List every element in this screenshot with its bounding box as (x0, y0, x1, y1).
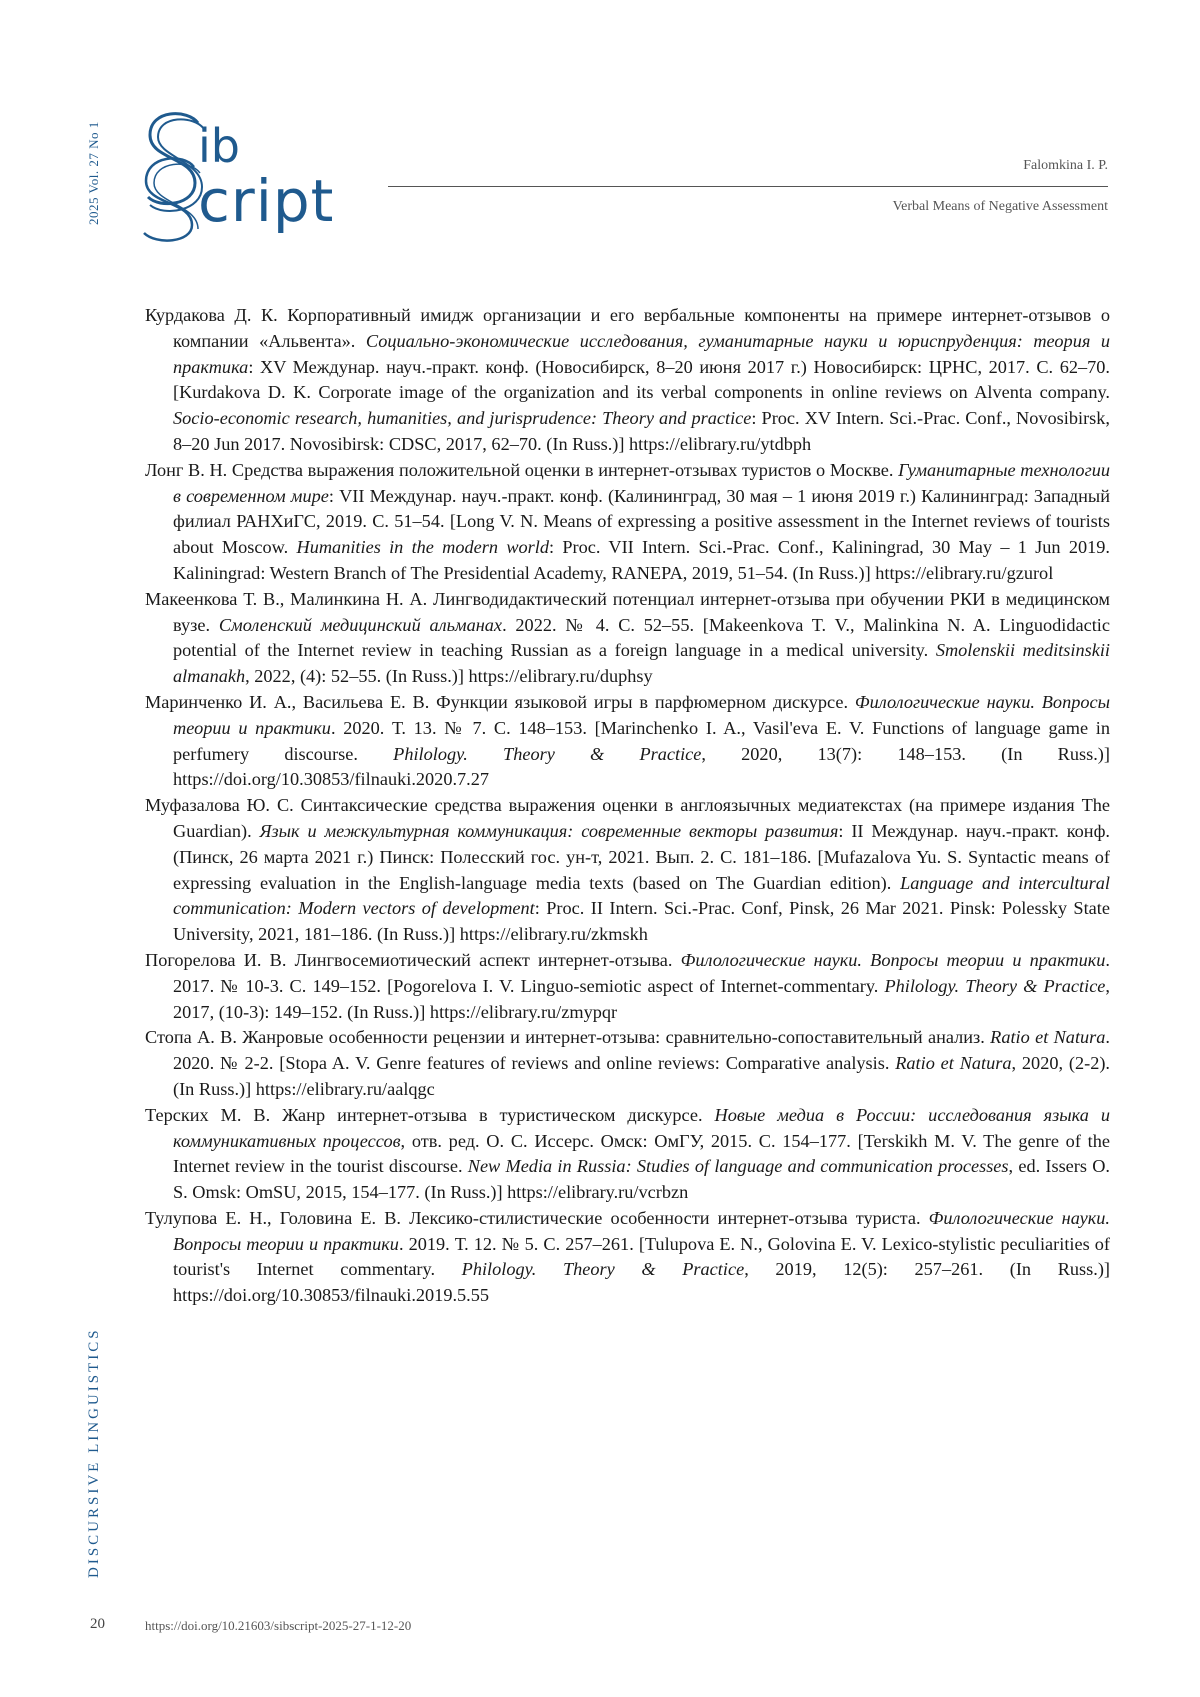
logo-cript-text: cript (198, 167, 335, 235)
references-list (145, 303, 1110, 1309)
reference-text: Макеенкова Т. В., Малинкина Н. А. Лингводидактический потенциал интернет-отзыва при обучении РКИ в медицинском вузе. (145, 588, 1110, 635)
reference-source-title: Филологические науки. Вопросы теории и практики (173, 1207, 1110, 1254)
reference-text: : Proc. XV Intern. Sci.-Prac. Conf., Novosibirsk, 8–20 Jun 2017. Novosibirsk: CDSC, 2017, 62–70. (In Russ.)] https://elibrary.ru/ytdbph (173, 408, 1110, 454)
header-divider (388, 186, 1108, 187)
logo-ib-text: ib (198, 119, 240, 173)
reference-text: Погорелова И. В. Лингвосемиотический аспект интернет-отзыва. (145, 949, 681, 970)
reference-item (145, 1025, 1110, 1102)
reference-text: , ed. Issers O. S. Omsk: OmSU, 2015, 154–177. (In Russ.)] https://elibrary.ru/vcrbzn (173, 1156, 1110, 1203)
reference-text: , 2020, 13(7): 148–153. (In Russ.)] https://doi.org/10.30853/filnauki.2020.7.27 (173, 743, 1110, 790)
reference-text: , 2019, 12(5): 257–261. (In Russ.)] https://doi.org/10.30853/filnauki.2019.5.55 (173, 1259, 1110, 1306)
reference-source-title: Ratio et Natura (990, 1027, 1106, 1048)
reference-item (145, 1206, 1110, 1309)
reference-text: , 2022, (4): 52–55. (In Russ.)] https://elibrary.ru/duphsy (245, 666, 653, 687)
reference-source-title: Ratio et Natura (895, 1053, 1012, 1074)
reference-text: , 2020, (2-2). (In Russ.)] https://elibrary.ru/aalqgc (173, 1053, 1110, 1099)
reference-source-title: Гуманитарные технологии в современном мире (173, 459, 1110, 506)
reference-source-title: Филологические науки. Вопросы теории и практики (173, 691, 1110, 738)
section-label: DISCURSIVE LINGUISTICS (86, 1327, 102, 1578)
reference-source-title: Language and intercultural communication: Modern vectors of development (173, 872, 1110, 919)
reference-item (145, 690, 1110, 793)
footer-doi: https://doi.org/10.21603/sibscript-2025-27-1-12-20 (145, 1618, 412, 1633)
reference-text: Тулупова Е. Н., Головина Е. В. Лексико-стилистические особенности интернет-отзыва туриста. (145, 1207, 929, 1228)
reference-text: : Proc. VII Intern. Sci.-Prac. Conf., Kaliningrad, 30 May – 1 Jun 2019. Kaliningrad: Western Branch of The Presidential Academy, RANEPA, 2019, 51–54. (In Russ.)] https://elibrary.ru/gzurol (173, 537, 1110, 583)
reference-item (145, 587, 1110, 690)
reference-text: . 2022. № 4. С. 52–55. [Makeenkova T. V., Malinkina N. A. Linguodidactic potential of the Internet review in teaching Russian as a foreign language in a medical university. (173, 614, 1110, 661)
reference-text: : XV Междунар. науч.-практ. конф. (Новосибирск, 8–20 июня 2017 г.) Новосибирск: ЦРНС, 2017. С. 62–70. [Kurdakova D. K. Corporate image of the organization and its verbal components in online reviews on Alventa company. (173, 356, 1110, 403)
reference-source-title: Smolenskii meditsinskii almanakh (173, 640, 1110, 687)
reference-source-title: Humanities in the modern world (296, 537, 549, 558)
reference-text: . 2020. № 2-2. [Stopa A. V. Genre features of reviews and online reviews: Comparative analysis. (173, 1027, 1110, 1074)
reference-text: . 2017. № 10-3. С. 149–152. [Pogorelova I. V. Linguo-semiotic aspect of Internet-commentary. (173, 949, 1110, 996)
reference-item (145, 1103, 1110, 1206)
reference-source-title: Philology. Theory & Practice (461, 1259, 745, 1280)
reference-text: Стопа А. В. Жанровые особенности рецензии и интернет-отзыва: сравнительно-сопоставительный анализ. (145, 1027, 991, 1048)
reference-text: Лонг В. Н. Средства выражения положительной оценки в интернет-отзывах туристов о Москве. (145, 459, 899, 480)
reference-text: . 2019. Т. 12. № 5. С. 257–261. [Tulupova E. N., Golovina E. V. Lexico-stylistic peculiarities of tourist's Internet commentary. (173, 1233, 1111, 1280)
reference-source-title: Филологические науки. Вопросы теории и практики (680, 949, 1106, 970)
running-title: Verbal Means of Negative Assessment (892, 199, 1108, 214)
reference-text: Муфазалова Ю. С. Синтаксические средства выражения оценки в англоязычных медиатекстах (на примере издания The Guardian). (145, 795, 1110, 841)
reference-item (145, 793, 1110, 948)
reference-source-title: Социально-экономические исследования, гуманитарные науки и юриспруденция: теория и практика (173, 330, 1110, 377)
running-author: Falomkina I. P. (1023, 158, 1108, 173)
journal-logo (140, 105, 370, 245)
reference-item (145, 948, 1110, 1025)
reference-text: , 2017, (10-3): 149–152. (In Russ.)] https://elibrary.ru/zmypqr (173, 975, 1110, 1022)
reference-item (145, 458, 1110, 587)
reference-source-title: Смоленский медицинский альманах (218, 614, 503, 635)
reference-text: , отв. ред. О. С. Иссерс. Омск: ОмГУ, 2015. С. 154–177. [Terskikh M. V. The genre of the Internet review in the tourist discourse. (173, 1130, 1110, 1177)
reference-source-title: New Media in Russia: Studies of language and communication processes (467, 1156, 1009, 1177)
page-number: 20 (90, 1616, 105, 1632)
reference-text: . 2020. Т. 13. № 7. С. 148–153. [Marinchenko I. A., Vasil'eva E. V. Functions of language game in perfumery discourse. (173, 717, 1110, 764)
journal-volume-label: 2025 Vol. 27 No 1 (86, 121, 101, 225)
reference-source-title: Socio-economic research, humanities, and jurisprudence: Theory and practice (173, 408, 752, 429)
reference-text: Курдакова Д. К. Корпоративный имидж организации и его вербальные компоненты на примере интернет-отзывов о компании «Альвента». (145, 305, 1110, 351)
reference-source-title: Philology. Theory & Practice (884, 975, 1106, 996)
reference-text: Маринченко И. А., Васильева Е. В. Функции языковой игры в парфюмерном дискурсе. (145, 691, 855, 712)
reference-text: : Proc. II Intern. Sci.-Prac. Conf, Pinsk, 26 Mar 2021. Pinsk: Polessky State University, 2021, 181–186. (In Russ.)] https://elibrary.ru/zkmskh (173, 898, 1110, 945)
reference-source-title: Philology. Theory & Practice (393, 743, 702, 764)
reference-source-title: Новые медиа в России: исследования языка и коммуникативных процессов (173, 1104, 1111, 1151)
reference-text: Терских М. В. Жанр интернет-отзыва в туристическом дискурсе. (145, 1104, 715, 1125)
reference-item (145, 303, 1110, 458)
reference-text: : II Междунар. науч.-практ. конф. (Пинск, 26 марта 2021 г.) Пинск: Полесский гос. ун-т, 2021. Вып. 2. С. 181–186. [Mufazalova Yu. S. Syntactic means of expressing evaluation in the English-language media texts (based on The Guardian edition). (173, 820, 1110, 893)
reference-source-title: Язык и межкультурная коммуникация: современные векторы развития (259, 820, 839, 841)
reference-text: : VII Междунар. науч.-практ. конф. (Калининград, 30 мая – 1 июня 2019 г.) Калининград: Западный филиал РАНХиГС, 2019. С. 51–54. [Long V. N. Means of expressing a positive assessment in the Internet reviews of tourists about Moscow. (173, 485, 1111, 558)
